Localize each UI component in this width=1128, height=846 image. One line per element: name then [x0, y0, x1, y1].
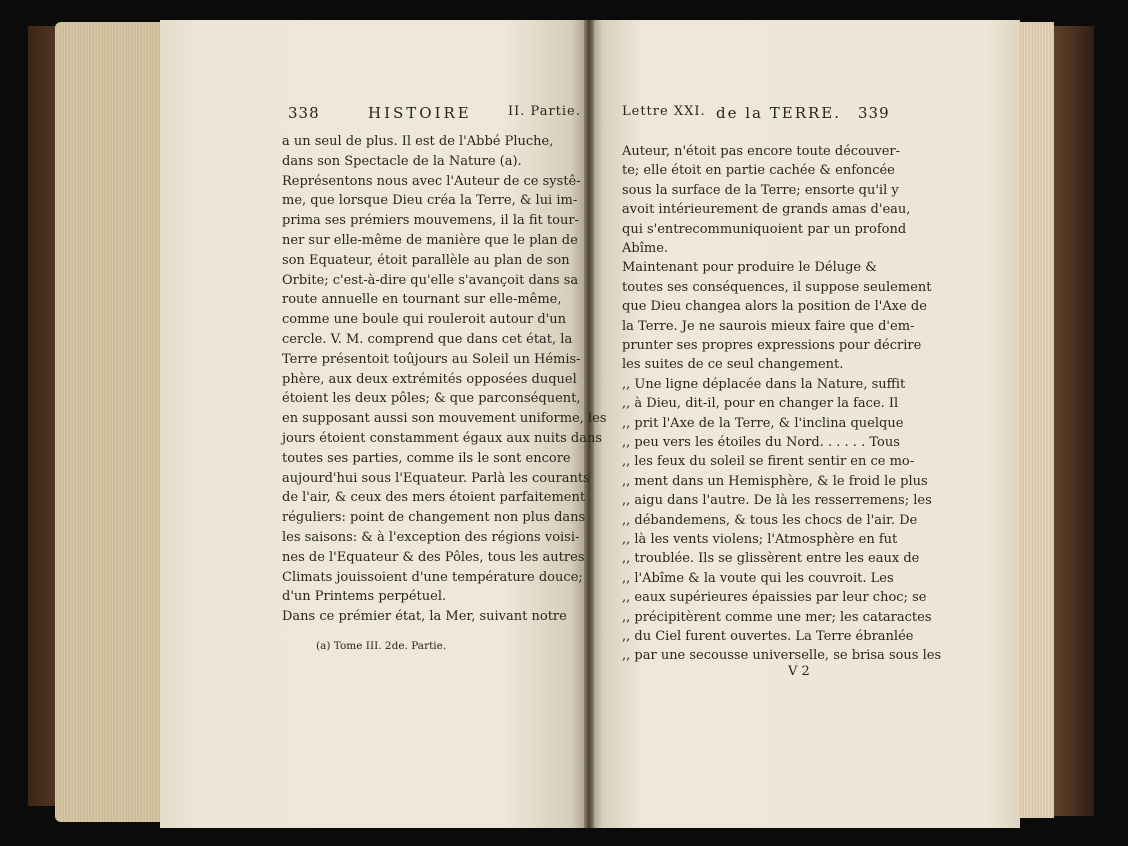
page-edges-left [55, 22, 163, 822]
text-line: ner sur elle-même de manière que le plan de [282, 233, 578, 248]
right-running-title: de la TERRE. [716, 104, 842, 122]
text-line: cercle. V. M. comprend que dans cet état, la [282, 332, 573, 347]
text-line: Orbite; c'est-à-dire qu'elle s'avançoit dans sa [282, 272, 579, 288]
right-running-letter: Lettre XXI. [622, 104, 706, 119]
text-line: ,, par une secousse universelle, se brisa sous les [622, 648, 942, 664]
text-line: ,, peu vers les étoiles du Nord. . . . . . Tous [622, 435, 900, 450]
text-line: avoit intérieurement de grands amas d'eau, [622, 202, 911, 218]
text-line: toutes ses conséquences, il suppose seulement [622, 279, 932, 295]
signature-mark: V 2 [788, 664, 810, 679]
text-line: prima ses prémiers mouvemens, il la fit tour- [282, 213, 579, 229]
text-line: me, que lorsque Dieu créa la Terre, & lui im- [282, 193, 578, 209]
left-footnote: (a) Tome III. 2de. Partie. [316, 640, 447, 652]
text-line: dans son Spectacle de la Nature (a). [282, 153, 522, 169]
text-line: ,, aigu dans l'autre. De là les resserremens; les [622, 493, 932, 509]
text-line: phère, aux deux extrémités opposées duquel [282, 371, 577, 387]
text-line: étoient les deux pôles; & que parconséquent, [282, 391, 581, 407]
text-line: Représentons nous avec l'Auteur de ce systê- [282, 173, 581, 189]
text-line: ,, eaux supérieures épaissies par leur choc; se [622, 590, 927, 606]
text-line: sous la surface de la Terre; ensorte qu'il y [622, 182, 899, 198]
text-line: jours étoient constamment égaux aux nuits dans [282, 431, 603, 446]
text-line: la Terre. Je ne saurois mieux faire que d'em- [622, 318, 915, 334]
text-line: Abîme. [622, 241, 669, 256]
right-page-number: 339 [858, 104, 890, 122]
text-line: les suites de ce seul changement. [622, 357, 844, 373]
page-edges-right [1018, 22, 1054, 818]
text-line: ,, débandemens, & tous les chocs de l'air. De [622, 512, 918, 528]
text-line: ,, prit l'Axe de la Terre, & l'inclina quelque [622, 415, 904, 431]
text-line: route annuelle en tournant sur elle-même, [282, 292, 562, 308]
text-line: ,, les feux du soleil se firent sentir en ce mo- [622, 454, 915, 470]
text-line: nes de l'Equateur & des Pôles, tous les autres [282, 549, 585, 565]
text-line: te; elle étoit en partie cachée & enfoncée [622, 163, 895, 179]
text-line: de l'air, & ceux des mers étoient parfaitement [282, 490, 586, 506]
text-line: ,, du Ciel furent ouvertes. La Terre ébranlée [622, 629, 914, 644]
text-line: réguliers: point de changement non plus dans [282, 510, 586, 526]
text-line: aujourd'hui sous l'Equateur. Parlà les courants [282, 470, 590, 486]
text-line: ,, à Dieu, dit-il, pour en changer la face. Il [622, 396, 899, 412]
left-page-number: 338 [288, 104, 320, 122]
text-line: prunter ses propres expressions pour décrire [622, 338, 922, 353]
text-line: a un seul de plus. Il est de l'Abbé Pluche, [282, 134, 554, 149]
text-line: en supposant aussi son mouvement uniforme, les [282, 411, 607, 427]
text-line: Terre présentoit toûjours au Soleil un Hémis- [282, 351, 581, 367]
text-line: les saisons: & à l'exception des régions voisi- [282, 530, 580, 545]
text-line: ,, troublée. Ils se glissèrent entre les eaux de [622, 551, 920, 567]
text-line: son Equateur, étoit parallèle au plan de son [282, 252, 570, 268]
text-line: ,, précipitèrent comme une mer; les cataractes [622, 609, 932, 625]
text-line: ,, là les vents violens; l'Atmosphère en fut [622, 532, 898, 547]
text-line: ,, ment dans un Hemisphère, & le froid le plus [622, 473, 928, 489]
left-running-section: II. Partie. [508, 104, 581, 119]
text-line: toutes ses parties, comme ils le sont encore [282, 450, 571, 466]
text-line: Auteur, n'étoit pas encore toute découver- [622, 144, 901, 159]
text-line: qui s'entrecommuniquoient par un profond [622, 221, 907, 237]
text-line: ,, l'Abîme & la voute qui les couvroit. Les [622, 570, 894, 586]
text-line: Maintenant pour produire le Déluge & [622, 260, 877, 276]
text-line: Dans ce prémier état, la Mer, suivant notre [282, 609, 567, 625]
text-line: comme une boule qui rouleroit autour d'un [282, 312, 567, 328]
text-line: que Dieu changea alors la position de l'Axe de [622, 299, 927, 315]
text-line: ,, Une ligne déplacée dans la Nature, suffit [622, 376, 906, 392]
text-line: d'un Printems perpétuel. [282, 589, 447, 605]
left-running-title: HISTOIRE [368, 104, 472, 122]
text-line: Climats jouissoient d'une température douce; [282, 569, 583, 585]
